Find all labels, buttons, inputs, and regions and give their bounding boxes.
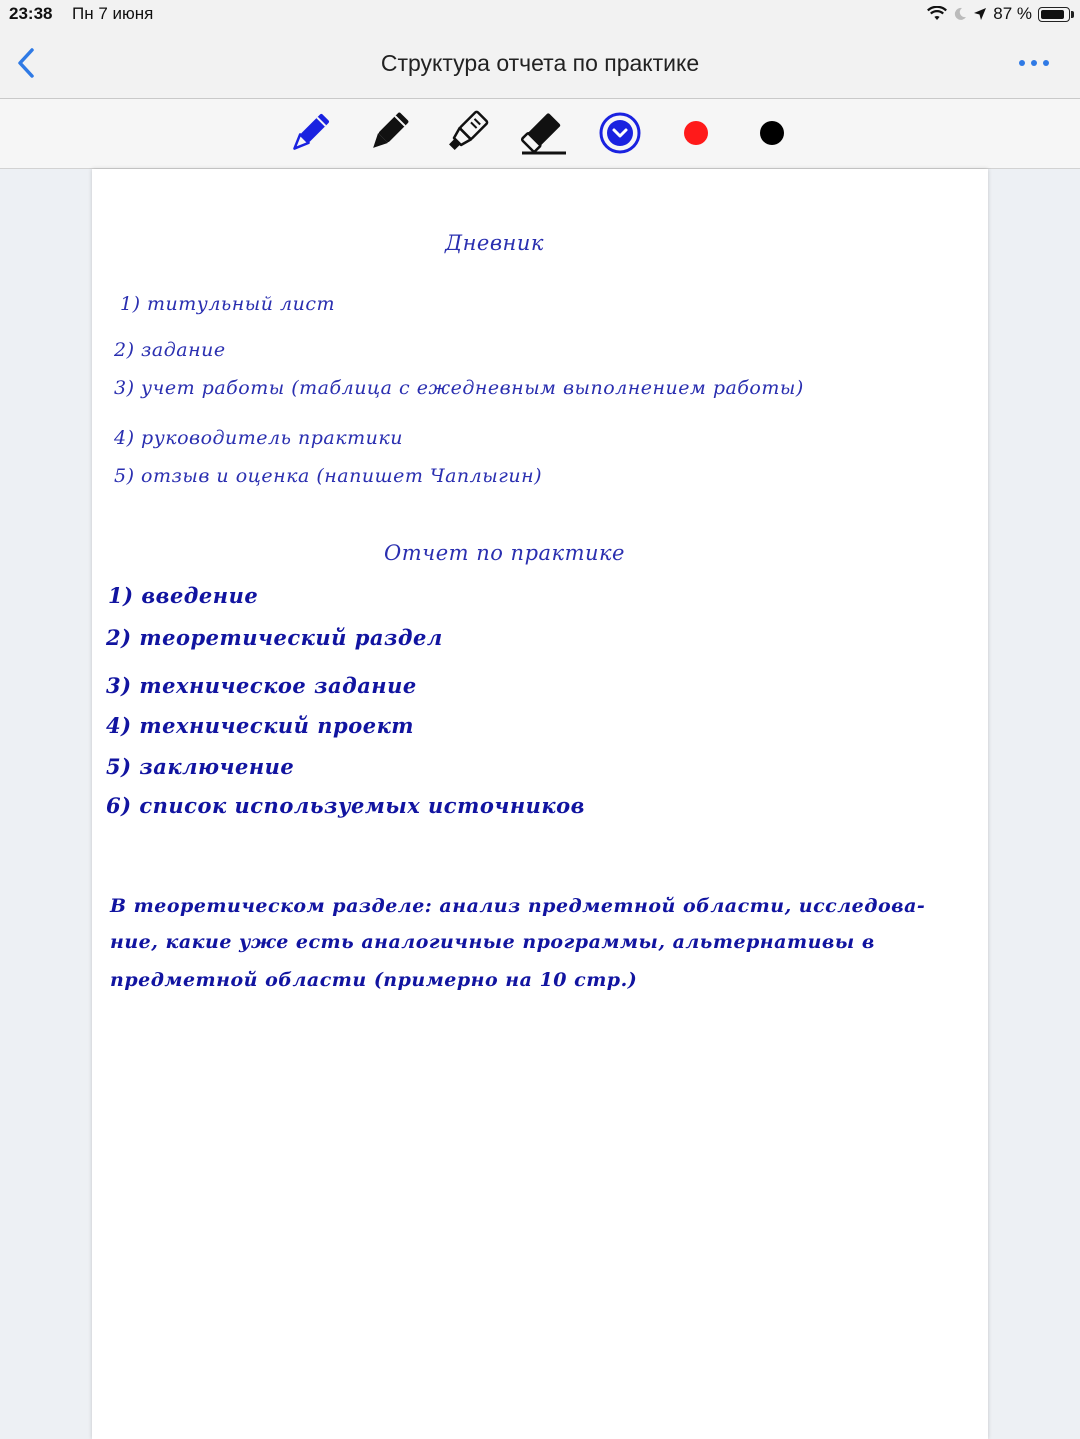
highlighter-icon[interactable] bbox=[440, 107, 492, 159]
note-page[interactable] bbox=[92, 169, 988, 1439]
canvas-area bbox=[0, 169, 1080, 1439]
status-indicators bbox=[927, 4, 1070, 24]
diary-item: 4) руководитель практики bbox=[114, 427, 403, 449]
color-swatch-red[interactable] bbox=[670, 107, 722, 159]
paragraph-line: ние, какие уже есть аналогичные программы, альтернативы в bbox=[110, 931, 875, 953]
diary-item: 2) задание bbox=[114, 339, 226, 361]
report-item: 4) технический проект bbox=[106, 713, 415, 738]
diary-item: 3) учет работы (таблица с ежедневным выполнением работы) bbox=[114, 377, 804, 399]
nav-bar bbox=[0, 28, 1080, 99]
report-item: 6) список используемых источников bbox=[106, 793, 585, 818]
status-time: 23:38 bbox=[9, 4, 53, 23]
battery-icon bbox=[1038, 7, 1070, 22]
diary-item: 5) отзыв и оценка (напишет Чаплыгин) bbox=[114, 465, 542, 487]
wifi-icon bbox=[927, 6, 947, 22]
report-item: 5) заключение bbox=[106, 754, 295, 779]
location-arrow-icon bbox=[973, 7, 987, 21]
drawing-toolbar bbox=[0, 99, 1080, 169]
marker-icon[interactable] bbox=[362, 107, 414, 159]
color-swatch-black[interactable] bbox=[746, 107, 798, 159]
diary-title: Дневник bbox=[445, 231, 544, 255]
pen-icon[interactable] bbox=[284, 107, 336, 159]
paragraph-line: В теоретическом разделе: анализ предметной области, исследова- bbox=[110, 895, 926, 917]
report-item: 1) введение bbox=[108, 583, 259, 608]
status-bar bbox=[0, 0, 1080, 28]
status-date: Пн 7 июня bbox=[72, 4, 154, 23]
moon-icon bbox=[953, 7, 967, 21]
battery-percent: 87 % bbox=[993, 4, 1032, 23]
lasso-icon[interactable] bbox=[594, 107, 646, 159]
page-title: Структура отчета по практике bbox=[380, 50, 700, 76]
report-title: Отчет по практике bbox=[384, 541, 625, 565]
diary-item: 1) титульный лист bbox=[120, 293, 336, 315]
report-item: 2) теоретический раздел bbox=[106, 625, 443, 650]
paragraph-line: предметной области (примерно на 10 стр.) bbox=[110, 969, 638, 991]
report-item: 3) техническое задание bbox=[106, 673, 417, 698]
eraser-icon[interactable] bbox=[518, 107, 570, 159]
ellipsis-icon[interactable] bbox=[1016, 50, 1056, 76]
